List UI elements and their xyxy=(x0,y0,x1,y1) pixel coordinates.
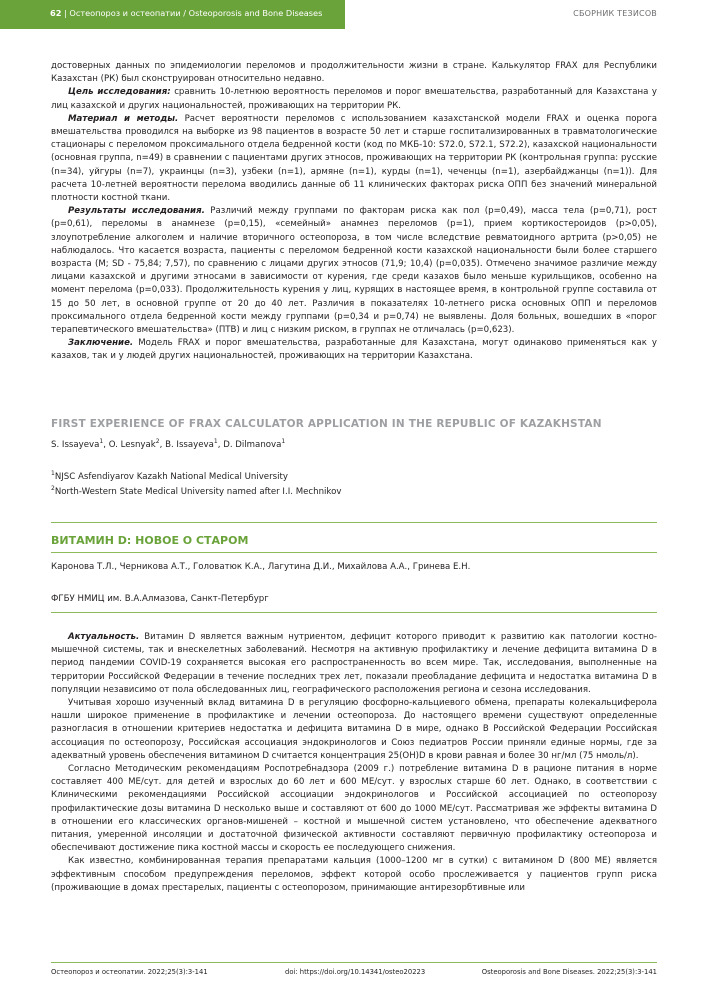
author-sup: 1 xyxy=(281,438,286,446)
affiliation-text: North-Western State Medical University named after I.I. Mechnikov xyxy=(54,487,342,497)
relevance-lead: Актуальность. xyxy=(68,632,140,642)
methods-text: Расчет вероятности переломов с использованием казахстанской модели FRAX и оценка порога вмешательства проводился на выборке из 98 пациентов в возрасте 50 лет и старше госпитализированных в травматологические стационары с переломом проксимального отдела бедренной кости (код по МКБ-10: S72.0, S72.1, S72.2), казахской национальности (основная группа, n=49) в сравнении с пациентами других этносов, проживающих на территории РК (контрольная группа: русские (n=34), уйгуры (n=7), украинцы (n=3), узбеки (n=1), армяне (n=1), курды (n=1), чеченцы (n=1), азербайджанцы (n=1)). Для расчета 10-летней вероятности перелома вводились данные об 11 клинических факторах риска ОПП без значений минеральной плотности костной ткани. xyxy=(51,113,657,204)
journal-name: | Остеопороз и остеопатии / Osteoporosis and Bone Diseases xyxy=(61,8,323,18)
institution-divider xyxy=(51,612,657,613)
english-affiliation-1 xyxy=(51,471,288,484)
author-name: B. Issayeva xyxy=(165,440,214,450)
english-affiliation-2 xyxy=(51,486,341,499)
author-sup: 1 xyxy=(99,438,104,446)
author-sup: 1 xyxy=(213,438,218,446)
paragraph-2: Учитывая хорошо изученный вклад витамина D в регуляцию фосфорно-кальциевого обмена, препараты колекальциферола нашли широкое применение в профилактике и лечении остеопороза. До настоящего времени существуют определенные разногласия в отношении критериев недостатка и дефицита витамина D в мире, однако В Российской Федерации Российская ассоциация по остеопорозу, Российская ассоциация эндокринологов и Союз педиатров России приняли единые нормы, где за адекватный уровень обеспечения витамином D считается концентрация 25(OH)D в крови равная и более 30 нг/мл (75 нмоль/л). xyxy=(51,698,657,761)
page-header xyxy=(0,0,709,29)
page-number: 62 xyxy=(50,8,62,18)
article2-title: ВИТАМИН D: НОВОЕ О СТАРОМ xyxy=(51,534,249,547)
affiliation-sup: 1 xyxy=(51,470,55,478)
english-title: FIRST EXPERIENCE OF FRAX CALCULATOR APPLICATION IN THE REPUBLIC OF KAZAKHSTAN xyxy=(51,418,602,430)
results-paragraph xyxy=(51,205,657,337)
aim-paragraph xyxy=(51,86,657,112)
section-title: СБОРНИК ТЕЗИСОВ xyxy=(573,9,657,18)
paragraph-3: Согласно Методическим рекомендациям Роспотребнадзора (2009 г.) потребление витамина D в рационе питания в норме составляет 400 МЕ/сут. для детей и взрослых до 60 лет и 600 МЕ/сут. у взрослых старше 60 лет. Однако, в соответствии с Клиническими рекомендациями Российской ассоциации эндокринологов и Российской ассоциацией по остеопорозу профилактические дозы витамина D несколько выше и составляют от 600 до 1000 МЕ/сут. Рассматривая же эффекты витамина D в отношении его классических органов-мишеней – костной и мышечной систем установлено, что обеспечение адекватного питания, умеренной инсоляции и достаточной физической активности составляют первичную профилактику остеопороза и обеспечивают достижение пика костной массы и скорость ее последующего снижения. xyxy=(51,764,657,854)
author-name: S. Issayeva xyxy=(51,440,100,450)
article1-body xyxy=(51,60,657,364)
journal-header xyxy=(50,8,322,18)
author-sup: 2 xyxy=(155,438,160,446)
footer-rule xyxy=(51,962,657,963)
footer-doi: doi: https://doi.org/10.14341/osteo20223 xyxy=(285,968,426,976)
paragraph-4: Как известно, комбинированная терапия препаратами кальция (1000–1200 мг в сутки) с витамином D (800 МЕ) является эффективным способом предупреждения переломов, эффект которой особо прослеживается у пациентов групп риска (проживающие в домах престарелых, пациенты с остеопорозом, принимающие антирезорбтивные или xyxy=(51,856,657,893)
article2-institution: ФГБУ НМИЦ им. В.А.Алмазова, Санкт-Петербург xyxy=(51,594,269,604)
results-text: Различий между группами по факторам риска как пол (p=0,49), масса тела (p=0,71), рост (p=0,61), переломы в анамнезе (p=0,15), «семейный» анамнез переломов (p=1), прием кортикостероидов (p>0,05), злоупотребление алкоголем и наличие вторичного остеопороза, в том числе вследствие ревматоидного артрита (p>0,05) не наблюдалось. Что касается возраста, пациенты с переломом бедренной кости казахской национальности были более старшего возраста (M; SD - 75,84; 7,57), по сравнению с лицами других этносов (71,9; 10,4) (p=0,035). Отмечено значимое различие между лицами казахской и другими этносами в зависимости от курения, где среди казахов было меньше курильщиков, особенно на момент перелома (p=0,033). Продолжительность курения у лиц, курящих в настоящее время, в контрольной группе составила от 15 до 50 лет, в основной группе от 20 до 40 лет. Различия в показателях 10-летнего риска основных ОПП и переломов проксимального отдела бедренной кости между группами (p=0,34 и p=0,74) не выявлены. Доля больных, вошедших в «порог терапевтического вмешательства» (ПТВ) и лиц с низким риском, в группах не отличалась (p=0,623). xyxy=(51,206,658,336)
article2-authors: Каронова Т.Л., Черникова А.Т., Головатюк К.А., Лагутина Д.И., Михайлова А.А., Гринева Е.Н. xyxy=(51,562,471,572)
methods-paragraph xyxy=(51,113,657,205)
intro-paragraph: достоверных данных по эпидемиологии переломов и продолжительности жизни в стране. Калькулятор FRAX для Республики Казахстан (РК) был сконструирован относительно недавно. xyxy=(51,61,657,85)
relevance-text: Витамин D является важным нутриентом, дефицит которого приводит к развитию как патологии костно-мышечной системы, так и внескелетных заболеваний. Несмотря на активную профилактику и лечение дефицита витамина D в период пандемии COVID-19 сохраняется высокая его распространенность во всем мире. Так, исследования, выполненные на территории Российской Федерации в течение последних трех лет, показали преобладание дефицита и недостатка витамина D в популяции независимо от пола обследованных лиц, географического расположения региона и сезона исследования. xyxy=(51,632,657,695)
author-name: D. Dilmanova xyxy=(223,440,282,450)
relevance-paragraph xyxy=(51,631,657,697)
footer-right: Osteoporosis and Bone Diseases. 2022;25(3):3-141 xyxy=(481,968,657,976)
affiliation-sup: 2 xyxy=(51,485,55,493)
results-lead: Результаты исследования. xyxy=(68,206,205,217)
affiliation-text: NJSC Asfendiyarov Kazakh National Medical University xyxy=(54,472,288,482)
english-authors: S. Issayeva$^1$, O. Lesnyak$^2$, B. Issayeva$^1$, D. Dilmanova$^1$ xyxy=(51,438,286,450)
article2-body xyxy=(51,631,657,895)
conclusion-lead: Заключение. xyxy=(68,338,134,349)
footer-left: Остеопороз и остеопатии. 2022;25(3):3-141 xyxy=(51,968,208,976)
conclusion-text: Модель FRAX и порог вмешательства, разработанные для Казахстана, могут одинаково применяться как у казахов, так и у людей других национальностей, проживающих на территории Казахстана. xyxy=(51,338,657,362)
aim-text: сравнить 10-летнюю вероятность переломов и порог вмешательства, разработанный для Казахстана у лиц казахской и других национальностей, проживающих на территории РК. xyxy=(51,87,657,111)
methods-lead: Материал и методы. xyxy=(68,113,179,124)
title-divider xyxy=(51,552,657,553)
aim-lead: Цель исследования: xyxy=(68,87,171,98)
section-divider xyxy=(51,522,657,523)
conclusion-paragraph xyxy=(51,337,657,363)
author-name: O. Lesnyak xyxy=(108,440,156,450)
